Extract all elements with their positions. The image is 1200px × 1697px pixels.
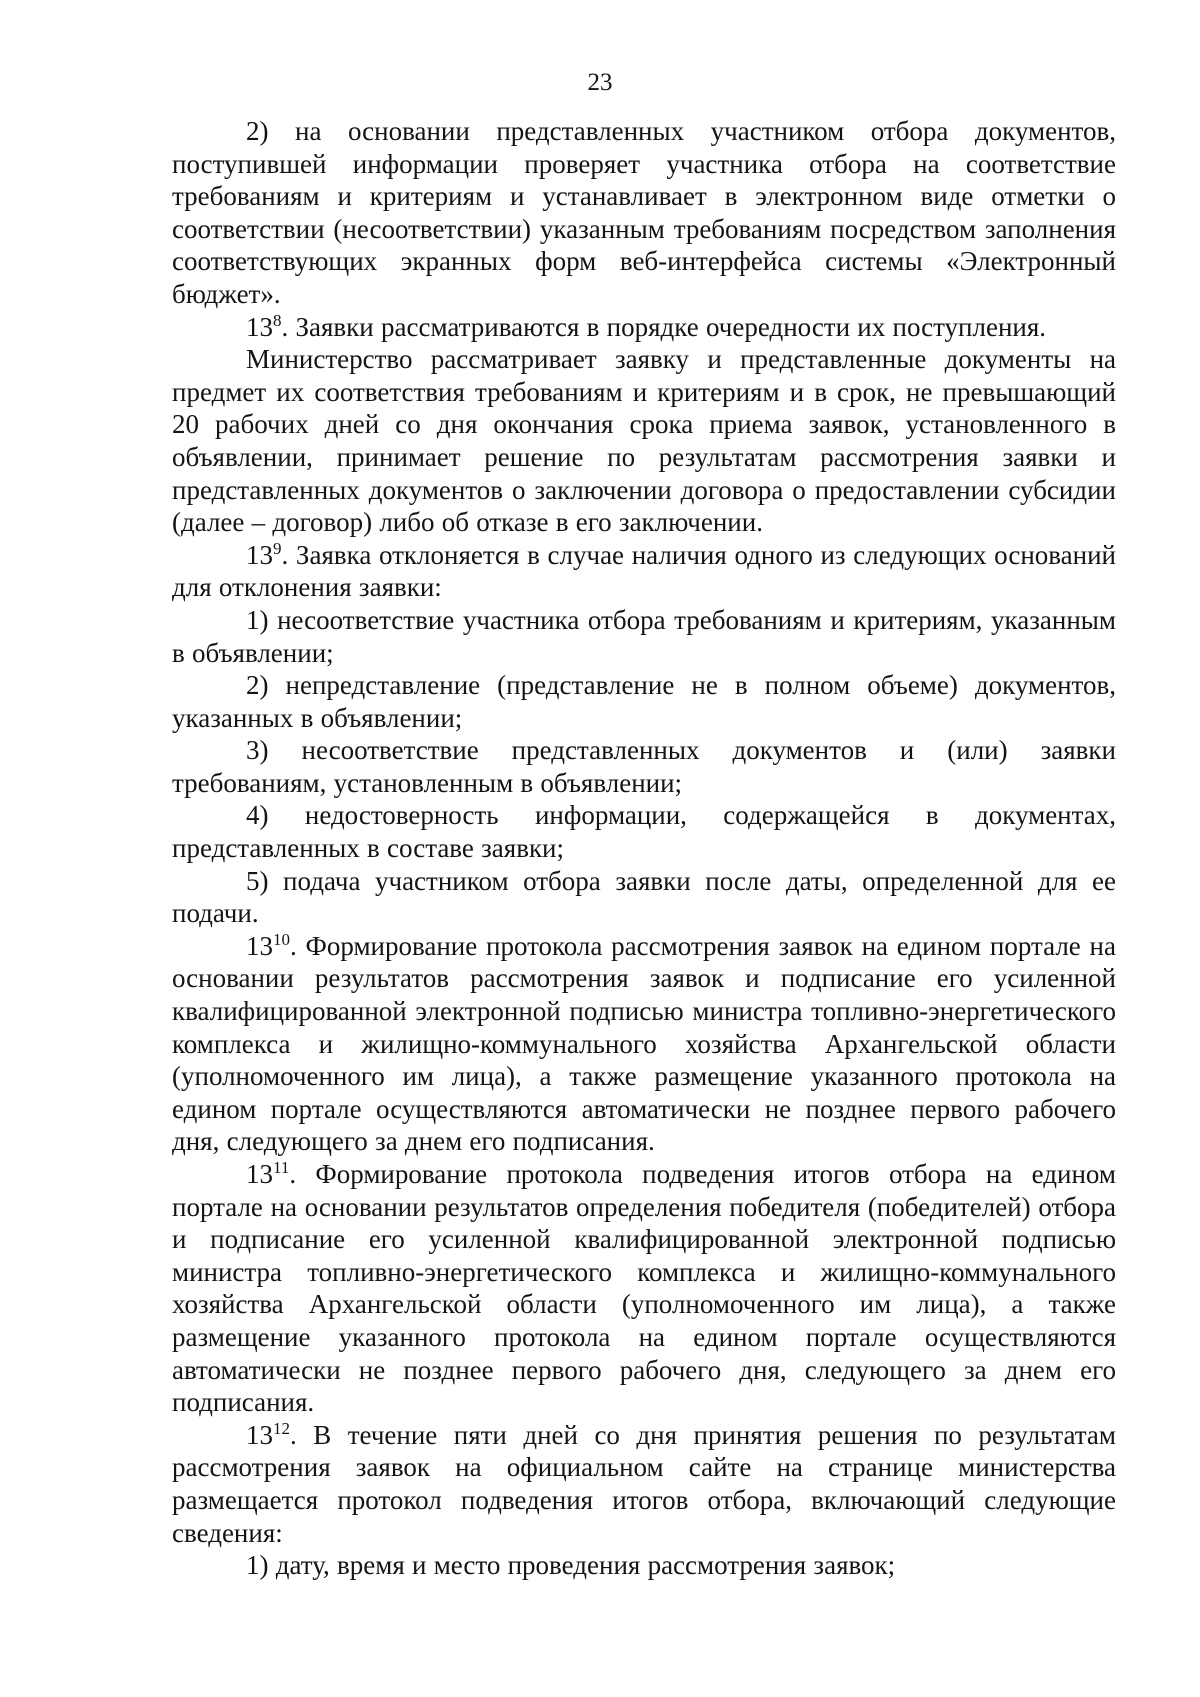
paragraph-text: . Формирование протокола подведения итогов отбора на едином портале на основании результатов определения победителя (победителей) отбора и подписание его усиленной квалифицированной электронной подписью министра топливно-энергетического комплекса и жилищно-коммунального хозяйства Архангельской области (уполномоченного им лица), а также размещение указанного протокола на едином портале осуществляются автоматически не позднее первого рабочего дня, следующего за днем его подписания. — [172, 1159, 1116, 1418]
paragraph-text: . Формирование протокола рассмотрения заявок на едином портале на основании результатов рассмотрения заявок и подписание его усиленной квалифицированной электронной подписью министра топливно-энергетического комплекса и жилищно-коммунального хозяйства Архангельской области (уполномоченного им лица), а также размещение указанного протокола на едином портале осуществляются автоматически не позднее первого рабочего дня, следующего за днем его подписания. — [172, 930, 1116, 1157]
paragraph-text: 1) дату, время и место проведения рассмотрения заявок; — [246, 1550, 896, 1581]
paragraph — [172, 115, 1116, 311]
clause-superscript: 11 — [273, 1158, 290, 1177]
paragraph — [172, 669, 1116, 734]
paragraph — [172, 311, 1116, 344]
paragraph — [172, 1419, 1116, 1549]
clause-number: 13 — [246, 930, 273, 961]
paragraph — [172, 1549, 1116, 1582]
paragraph — [172, 343, 1116, 539]
paragraph — [172, 604, 1116, 669]
paragraph-text: . Заявки рассматриваются в порядке очередности их поступления. — [281, 311, 1047, 342]
paragraph-text: 3) несоответствие представленных документов и (или) заявки требованиям, установленным в объявлении; — [172, 735, 1116, 798]
clause-number: 13 — [246, 539, 273, 570]
paragraph-text: . В течение пяти дней со дня принятия решения по результатам рассмотрения заявок на официальном сайте на странице министерства размещается протокол подведения итогов отбора, включающий следующие сведения: — [172, 1419, 1116, 1548]
clause-number: 13 — [246, 311, 273, 342]
paragraph — [172, 930, 1116, 1158]
paragraph — [172, 865, 1116, 930]
page-number: 23 — [587, 69, 613, 96]
clause-superscript: 10 — [273, 929, 290, 949]
clause-superscript: 9 — [273, 538, 282, 558]
clause-superscript: 12 — [273, 1418, 290, 1438]
paragraph-text: 5) подача участником отбора заявки после даты, определенной для ее подачи. — [172, 865, 1116, 929]
clause-number: 13 — [246, 1159, 273, 1189]
paragraph-text: 4) недостоверность информации, содержащейся в документах, представленных в составе заявки; — [172, 800, 1116, 864]
paragraph-text: 2) на основании представленных участником отбора документов, поступившей информации проверяет участника отбора на соответствие требованиям и критериям и устанавливает в электронном виде отметки о соответствии (несоответствии) указанным требованиям посредством заполнения соответствующих экранных форм веб-интерфейса системы «Электронный бюджет». — [172, 116, 1116, 309]
paragraph-text: 2) непредставление (представление не в полном объеме) документов, указанных в объявлении; — [172, 670, 1116, 733]
paragraph-text: . Заявка отклоняется в случае наличия одного из следующих оснований для отклонения заявки: — [172, 539, 1116, 603]
document-body — [172, 115, 1116, 1582]
clause-superscript: 8 — [273, 310, 282, 330]
paragraph-text: Министерство рассматривает заявку и представленные документы на предмет их соответствия требованиям и критериям и в срок, не превышающий 20 рабочих дней со дня окончания срока приема заявок, установленного в объявлении, принимает решение по результатам рассмотрения заявки и представленных документов о заключении договора о предоставлении субсидии (далее – договор) либо об отказе в его заключении. — [172, 344, 1116, 538]
clause-number: 13 — [246, 1419, 273, 1450]
paragraph — [172, 1158, 1116, 1419]
paragraph-text: 1) несоответствие участника отбора требованиям и критериям, указанным в объявлении; — [172, 604, 1116, 668]
paragraph — [172, 799, 1116, 864]
paragraph — [172, 539, 1116, 604]
paragraph — [172, 734, 1116, 799]
